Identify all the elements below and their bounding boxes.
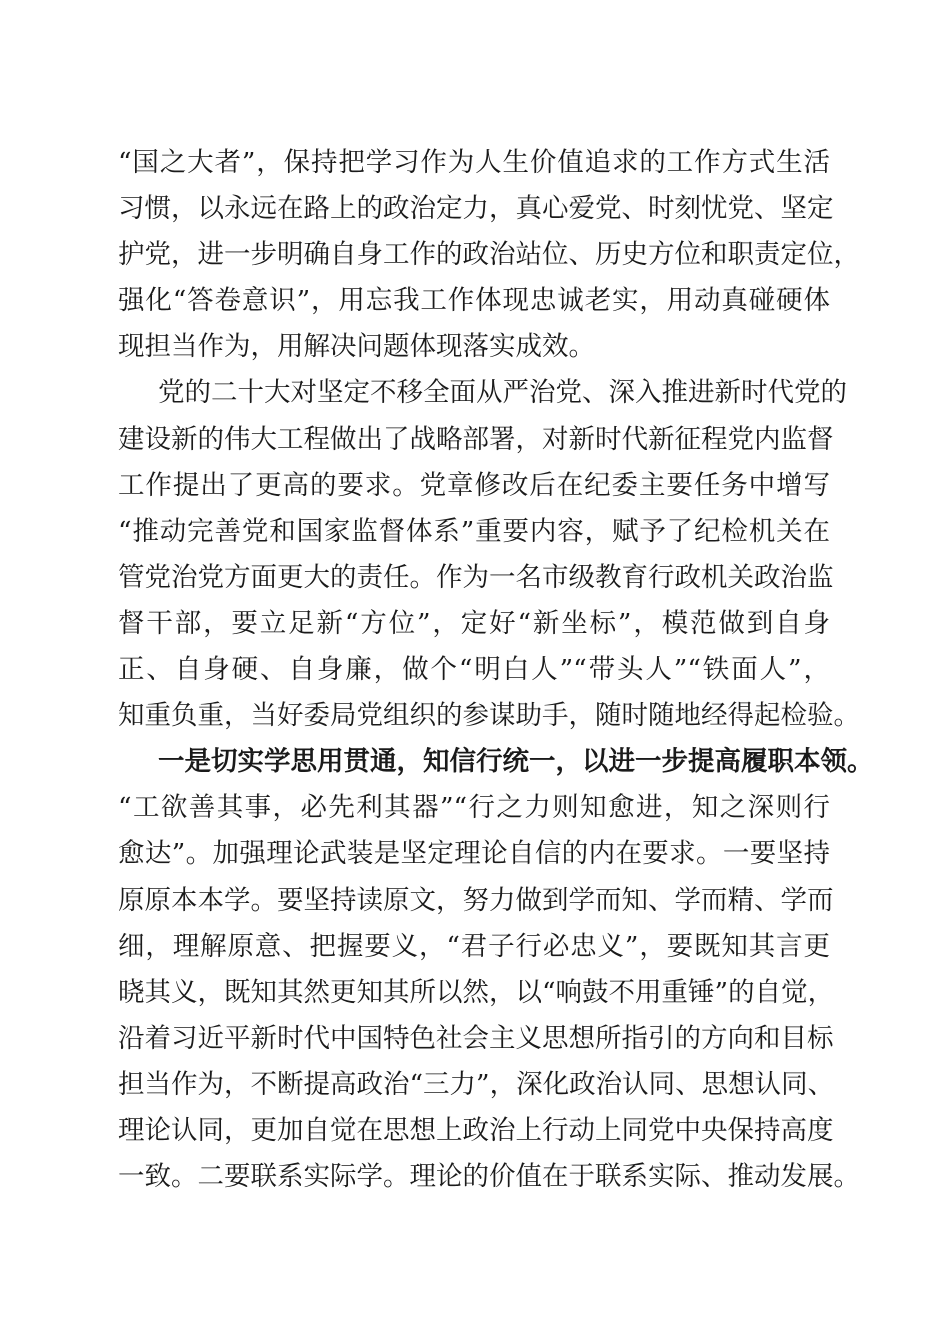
document-body — [118, 140, 874, 1200]
text-line: 沿着习近平新时代中国特色社会主义思想所指引的方向和目标 — [118, 1022, 834, 1054]
text-line: “推动完善党和国家监督体系”重要内容，赋予了纪检机关在 — [118, 515, 830, 547]
text-line: 强化“答卷意识”，用忘我工作体现忠诚老实，用动真碰硬体 — [118, 285, 830, 317]
text-line: 党的二十大对坚定不移全面从严治党、深入推进新时代党的 — [158, 377, 847, 409]
text-line: 担当作为，不断提高政治“三力”，深化政治认同、思想认同、 — [118, 1068, 835, 1100]
text-line: 知重负重，当好委局党组织的参谋助手，随时随地经得起检验。 — [118, 700, 860, 732]
text-line: 愈达”。加强理论武装是坚定理论自信的内在要求。一要坚持 — [118, 838, 830, 870]
paragraph-2 — [118, 370, 860, 739]
text-line: 管党治党方面更大的责任。作为一名市级教育行政机关政治监 — [118, 561, 834, 593]
text-line: 工作提出了更高的要求。党章修改后在纪委主要任务中增写 — [118, 469, 830, 501]
text-line: 习惯，以永远在路上的政治定力，真心爱党、时刻忧党、坚定 — [118, 193, 834, 225]
text-line: 建设新的伟大工程做出了战略部署，对新时代新征程党内监督 — [118, 423, 834, 455]
text-line: 护党，进一步明确自身工作的政治站位、历史方位和职责定位， — [118, 239, 860, 271]
text-line: “工欲善其事，必先利其器”“行之力则知愈进，知之深则行 — [118, 792, 830, 824]
text-line: “国之大者”，保持把学习作为人生价值追求的工作方式生活 — [118, 147, 830, 178]
text-line: 现担当作为，用解决问题体现落实成效。 — [118, 331, 595, 363]
paragraph-1 — [118, 140, 860, 370]
text-line: 原原本本学。要坚持读原文，努力做到学而知、学而精、学而 — [118, 884, 834, 916]
text-line: 理论认同，更加自觉在思想上政治上行动上同党中央保持高度 — [118, 1114, 834, 1146]
section-heading-line: 一是切实学思用贯通，知信行统一，以进一步提高履职本领。 — [158, 746, 874, 778]
text-line: 晓其义，既知其然更知其所以然，以“响鼓不用重锤”的自觉， — [118, 976, 835, 1008]
text-line: 一致。二要联系实际学。理论的价值在于联系实际、推动发展。 — [118, 1161, 860, 1193]
text-line: 正、自身硬、自身廉，做个“明白人”“带头人”“铁面人”， — [118, 654, 830, 686]
text-line: 细，理解原意、把握要义，“君子行必忠义”，要既知其言更 — [118, 930, 830, 962]
text-line: 督干部，要立足新“方位”，定好“新坐标”，模范做到自身 — [118, 607, 830, 639]
paragraph-3 — [118, 739, 874, 1200]
